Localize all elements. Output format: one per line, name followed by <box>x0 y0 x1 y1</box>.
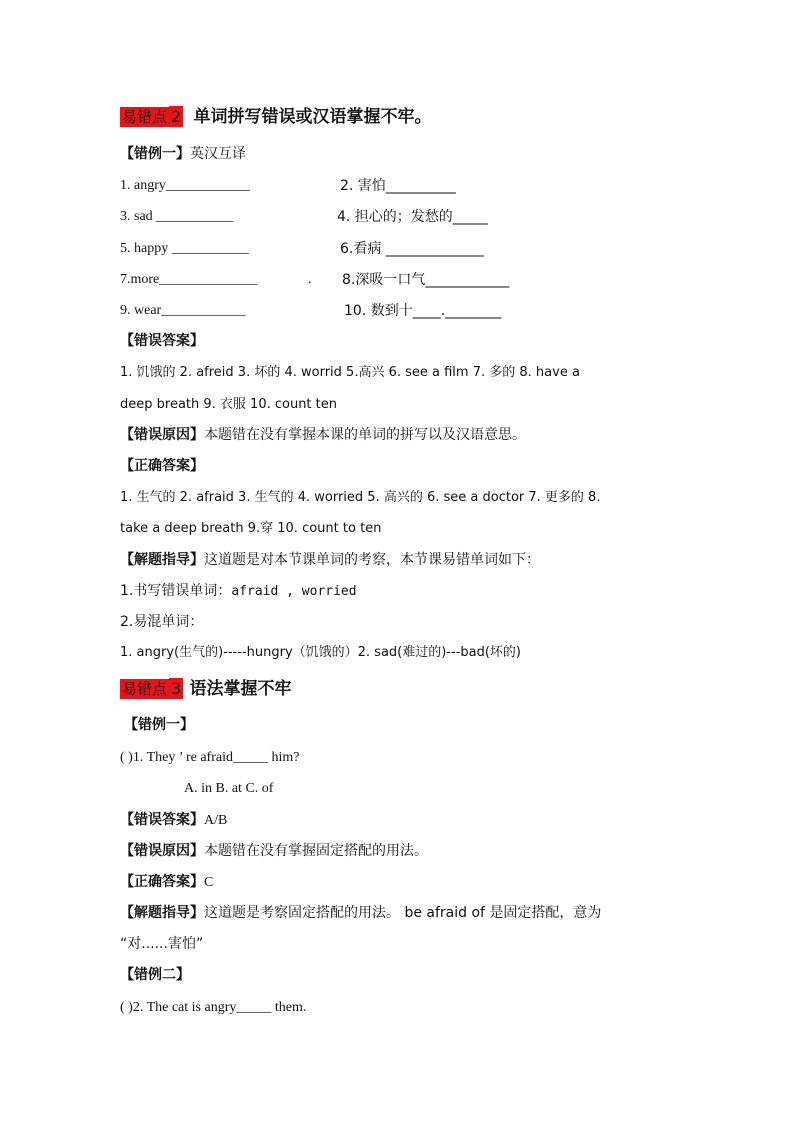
reason-text: 本题错在没有掌握固定搭配的用法。 <box>204 843 428 859</box>
item-right: 6.看病 ______________ <box>340 241 484 257</box>
item-row-2 <box>120 207 233 227</box>
reason-label: 【错误原因】 <box>120 427 204 443</box>
section-tag: 易错点 <box>122 108 168 126</box>
guide-text: 这道题是考察固定搭配的用法。 be afraid of 是固定搭配，意为 <box>204 905 602 921</box>
section-2-heading <box>120 107 431 127</box>
correct-label: 【正确答案】 <box>120 874 204 890</box>
s3-wrong-answer-line <box>120 810 227 831</box>
item-right: 4. 担心的；发愁的_____ <box>337 209 488 225</box>
item-right: 8.深吸一口气____________ <box>342 272 510 288</box>
guide-item-1-prefix: 1.书写错误单词： <box>120 583 232 599</box>
guide-text-2: “对......害怕” <box>120 936 204 952</box>
reason-label: 【错误原因】 <box>120 843 204 859</box>
question-2: ( )2. The cat is angry_____ them. <box>120 1000 307 1015</box>
section-number: 2 <box>171 107 182 126</box>
example-2-label: 【错例二】 <box>120 967 190 983</box>
item-row-1 <box>120 176 250 196</box>
reason-line <box>120 425 526 445</box>
wrong-answer-label: 【错误答案】 <box>120 333 204 349</box>
guide-item-2: 2.易混单词： <box>120 614 204 630</box>
guide-item-1 <box>120 581 357 602</box>
example-label: 【错例一】 <box>120 146 190 162</box>
item-left: 5. happy ___________ <box>120 241 249 256</box>
correct-label: 【正确答案】 <box>120 458 204 474</box>
guide-label: 【解题指导】 <box>120 552 204 568</box>
wrong-answer-line-1: 1. 饥饿的 2. afreid 3. 坏的 4. worrid 5.高兴 6. see a film 7. 多的 8. have a <box>120 365 580 380</box>
item-left: 9. wear____________ <box>120 303 246 318</box>
example-1-label: 【错例一】 <box>124 717 194 733</box>
item-row-3 <box>120 239 249 259</box>
question-1-options: A. in B. at C. of <box>184 781 274 796</box>
reason-text: 本题错在没有掌握本课的单词的拼写以及汉语意思。 <box>204 427 526 443</box>
section-tag: 易错点 <box>122 680 168 698</box>
example-line <box>120 144 246 164</box>
guide-label: 【解题指导】 <box>120 905 204 921</box>
example-title: 英汉互译 <box>190 146 246 162</box>
item-right: 2. 害怕__________ <box>340 178 456 194</box>
item-left: 1. angry____________ <box>120 178 250 193</box>
guide-text: 这道题是对本节课单词的考察，本节课易错单词如下： <box>204 552 540 568</box>
s3-reason-line <box>120 841 428 861</box>
wrong-answer-value: A/B <box>204 813 228 828</box>
correct-line-1: 1. 生气的 2. afraid 3. 生气的 4. worried 5. 高兴的 6. see a doctor 7. 更多的 8. <box>120 490 601 505</box>
wrong-answer-line-2: deep breath 9. 衣服 10. count ten <box>120 397 337 412</box>
section-3-heading <box>120 679 291 699</box>
wrong-answer-label: 【错误答案】 <box>120 812 204 828</box>
guide-item-1-words: afraid , worried <box>231 584 357 599</box>
section-number: 3 <box>171 679 182 698</box>
question-1: ( )1. They ’ re afraid_____ him? <box>120 750 300 765</box>
correct-line-2: take a deep breath 9.穿 10. count to ten <box>120 521 382 536</box>
item-left: 3. sad ___________ <box>120 209 234 224</box>
item-right: 10. 数到十____.________ <box>344 303 502 319</box>
guide-line <box>120 550 540 570</box>
section-title: 语法掌握不牢 <box>189 679 292 699</box>
item-left: 7.more______________ <box>120 272 258 287</box>
item-row-5 <box>120 301 245 321</box>
item-row-4 <box>120 270 257 290</box>
s3-guide-line <box>120 903 601 923</box>
s3-correct-line <box>120 872 213 893</box>
item-dot: . <box>308 272 312 287</box>
correct-value: C <box>204 875 214 890</box>
section-title: 单词拼写错误或汉语掌握不牢。 <box>193 107 432 127</box>
guide-item-3: 1. angry(生气的)-----hungry（饥饿的）2. sad(难过的)---bad(坏的) <box>120 645 521 660</box>
